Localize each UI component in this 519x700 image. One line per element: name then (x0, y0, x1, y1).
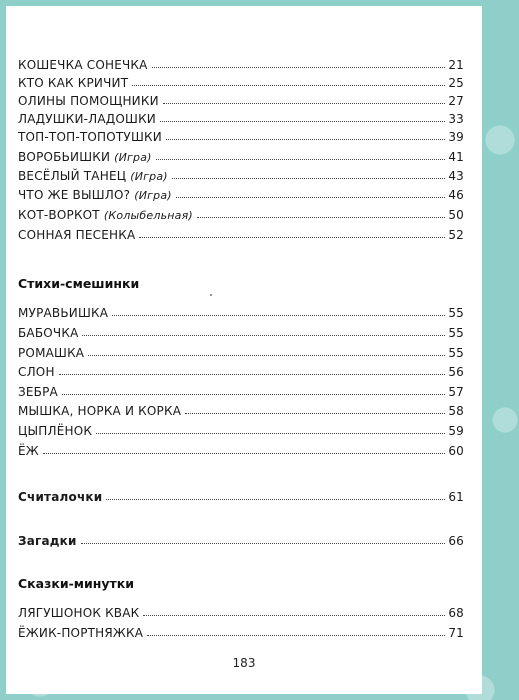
leader-dots (172, 178, 445, 179)
toc-section-entry: Считалочки 61 (18, 490, 464, 504)
leader-dots (147, 635, 445, 636)
toc-entry: ЁЖИК-ПОРТНЯЖКА 71 (18, 626, 464, 640)
leader-dots (62, 394, 445, 395)
toc-entry: МЫШКА, НОРКА И КОРКА 58 (18, 404, 464, 418)
section-heading: Стихи-смешинки (18, 276, 140, 291)
toc-entry: РОМАШКА 55 (18, 346, 464, 360)
toc-entry: ЦЫПЛЁНОК 59 (18, 424, 464, 438)
leader-dots (197, 217, 445, 218)
leader-dots (81, 543, 445, 544)
page-number: 183 (232, 656, 256, 670)
toc-entry: СОННАЯ ПЕСЕНКА 52 (18, 228, 464, 242)
toc-entry: ЁЖ 60 (18, 444, 464, 458)
leader-dots (156, 159, 445, 160)
leader-dots (163, 103, 445, 104)
toc-entry: ВЕСЁЛЫЙ ТАНЕЦ (Игра) 43 (18, 169, 464, 183)
toc-entry: МУРАВЬИШКА 55 (18, 306, 464, 320)
toc-entry: ЗЕБРА 57 (18, 385, 464, 399)
toc-entry: ЛАДУШКИ-ЛАДОШКИ 33 (18, 112, 464, 126)
toc-entry: ТОП-ТОП-ТОПОТУШКИ 39 (18, 130, 464, 144)
leader-dots (132, 85, 445, 86)
toc-entry: КТО КАК КРИЧИТ 25 (18, 76, 464, 90)
leader-dots (106, 499, 445, 500)
leader-dots (88, 355, 445, 356)
toc-page (6, 6, 482, 694)
leader-dots (43, 453, 445, 454)
toc-entry: ЛЯГУШОНОК КВАК 68 (18, 606, 464, 620)
leader-dots (160, 121, 445, 122)
leader-dots (96, 433, 445, 434)
toc-entry: ОЛИНЫ ПОМОЩНИКИ 27 (18, 94, 464, 108)
toc-entry: ЧТО ЖЕ ВЫШЛО? (Игра) 46 (18, 188, 464, 202)
leader-dots (82, 335, 445, 336)
toc-entry: КОТ-ВОРКОТ (Колыбельная) 50 (18, 208, 464, 222)
toc-entry: СЛОН 56 (18, 365, 464, 379)
leader-dots (139, 237, 445, 238)
leader-dots (152, 67, 445, 68)
leader-dots (59, 374, 445, 375)
leader-dots (185, 413, 445, 414)
toc-entry: КОШЕЧКА СОНЕЧКА 21 (18, 58, 464, 72)
toc-entry: БАБОЧКА 55 (18, 326, 464, 340)
leader-dots (176, 197, 445, 198)
toc-entry: ВОРОБЬИШКИ (Игра) 41 (18, 150, 464, 164)
leader-dots (112, 315, 445, 316)
section-heading: Сказки-минутки (18, 576, 135, 591)
print-speck (210, 294, 212, 296)
toc-section-entry: Загадки 66 (18, 534, 464, 548)
leader-dots (143, 615, 445, 616)
leader-dots (166, 139, 445, 140)
